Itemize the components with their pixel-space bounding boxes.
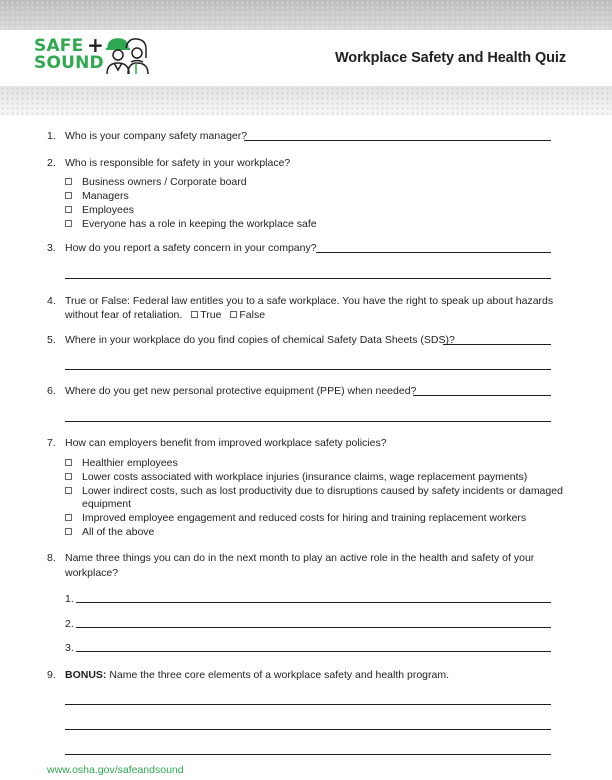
- option-employees[interactable]: Employees: [65, 204, 134, 217]
- option-lower-indirect-costs-cont: equipment: [82, 498, 132, 510]
- logo-line-2: SOUND: [34, 53, 104, 73]
- answer-line-5b[interactable]: [65, 369, 551, 370]
- question-text-line-1: True or False: Federal law entitles you to a safe workplace. You have the right to speak up about hazards: [65, 295, 554, 307]
- answer-line-9b[interactable]: [65, 729, 551, 730]
- workers-icon: [104, 36, 150, 76]
- question-number: 9.: [47, 669, 56, 681]
- checkbox[interactable]: [65, 459, 72, 466]
- question-text-line-2: workplace?: [65, 567, 119, 579]
- header-pattern-top: [0, 0, 612, 30]
- question-text: Where in your workplace do you find copies of chemical Safety Data Sheets (SDS)?: [65, 334, 455, 346]
- question-text-line-2: without fear of retaliation.: [65, 309, 183, 321]
- safe-and-sound-logo: [34, 33, 149, 78]
- question-number: 2.: [47, 157, 56, 169]
- option-true[interactable]: True: [191, 309, 221, 321]
- answer-line-6b[interactable]: [65, 421, 551, 422]
- option-lower-indirect-costs[interactable]: Lower indirect costs, such as lost productivity due to disruptions caused by safety incidents or damaged: [65, 485, 563, 498]
- checkbox[interactable]: [65, 528, 72, 535]
- checkbox[interactable]: [230, 311, 237, 318]
- option-false[interactable]: False: [230, 309, 265, 321]
- question-number: 7.: [47, 437, 56, 449]
- checkbox[interactable]: [191, 311, 198, 318]
- answer-line-8-3[interactable]: [76, 651, 551, 652]
- header-pattern-bottom: [0, 86, 612, 116]
- question-number: 5.: [47, 334, 56, 346]
- answer-item-1: 1.: [65, 593, 74, 605]
- question-number: 3.: [47, 242, 56, 254]
- page-title: Workplace Safety and Health Quiz: [334, 50, 566, 66]
- question-text-line-1: Name three things you can do in the next month to play an active role in the health and safety of your: [65, 552, 535, 564]
- answer-item-3: 3.: [65, 642, 74, 654]
- checkbox[interactable]: [65, 178, 72, 185]
- checkbox[interactable]: [65, 473, 72, 480]
- answer-line-6a[interactable]: [413, 395, 551, 396]
- option-lower-costs[interactable]: Lower costs associated with workplace injuries (insurance claims, wage replacement payments): [65, 471, 527, 484]
- bonus-label: BONUS:: [65, 669, 107, 681]
- option-managers[interactable]: Managers: [65, 190, 129, 203]
- checkbox[interactable]: [65, 487, 72, 494]
- answer-line-8-2[interactable]: [76, 627, 551, 628]
- question-number: 6.: [47, 385, 56, 397]
- logo-line-1: SAFE: [34, 36, 84, 56]
- question-number: 4.: [47, 295, 56, 307]
- checkbox[interactable]: [65, 514, 72, 521]
- option-improved-engagement[interactable]: Improved employee engagement and reduced costs for hiring and training replacement workers: [65, 512, 526, 525]
- question-text: BONUS: Name the three core elements of a workplace safety and health program.: [65, 669, 450, 681]
- question-text: Who is your company safety manager?: [65, 130, 248, 142]
- option-everyone[interactable]: Everyone has a role in keeping the workplace safe: [65, 218, 317, 231]
- answer-line-9a[interactable]: [65, 704, 551, 705]
- logo-plus: +: [87, 33, 104, 57]
- question-4-line-2: [65, 308, 265, 322]
- question-text: Where do you get new personal protective equipment (PPE) when needed?: [65, 385, 417, 397]
- answer-line-3b[interactable]: [65, 278, 551, 279]
- option-business-owners[interactable]: Business owners / Corporate board: [65, 176, 247, 189]
- question-text: Who is responsible for safety in your workplace?: [65, 157, 291, 169]
- footer-url-link[interactable]: www.osha.gov/safeandsound: [47, 764, 184, 776]
- question-number: 1.: [47, 130, 56, 142]
- answer-line-8-1[interactable]: [76, 602, 551, 603]
- option-all-of-the-above[interactable]: All of the above: [65, 526, 154, 539]
- question-number: 8.: [47, 552, 56, 564]
- checkbox[interactable]: [65, 220, 72, 227]
- question-text: How do you report a safety concern in your company?: [65, 242, 317, 254]
- option-healthier-employees[interactable]: Healthier employees: [65, 457, 178, 470]
- checkbox[interactable]: [65, 206, 72, 213]
- answer-line-5a[interactable]: [443, 344, 551, 345]
- answer-line-3a[interactable]: [316, 252, 551, 253]
- question-text: How can employers benefit from improved workplace safety policies?: [65, 437, 387, 449]
- answer-item-2: 2.: [65, 618, 74, 630]
- checkbox[interactable]: [65, 192, 72, 199]
- answer-line-9c[interactable]: [65, 754, 551, 755]
- question-8-line-2: [65, 566, 118, 580]
- answer-line-1[interactable]: [244, 140, 551, 141]
